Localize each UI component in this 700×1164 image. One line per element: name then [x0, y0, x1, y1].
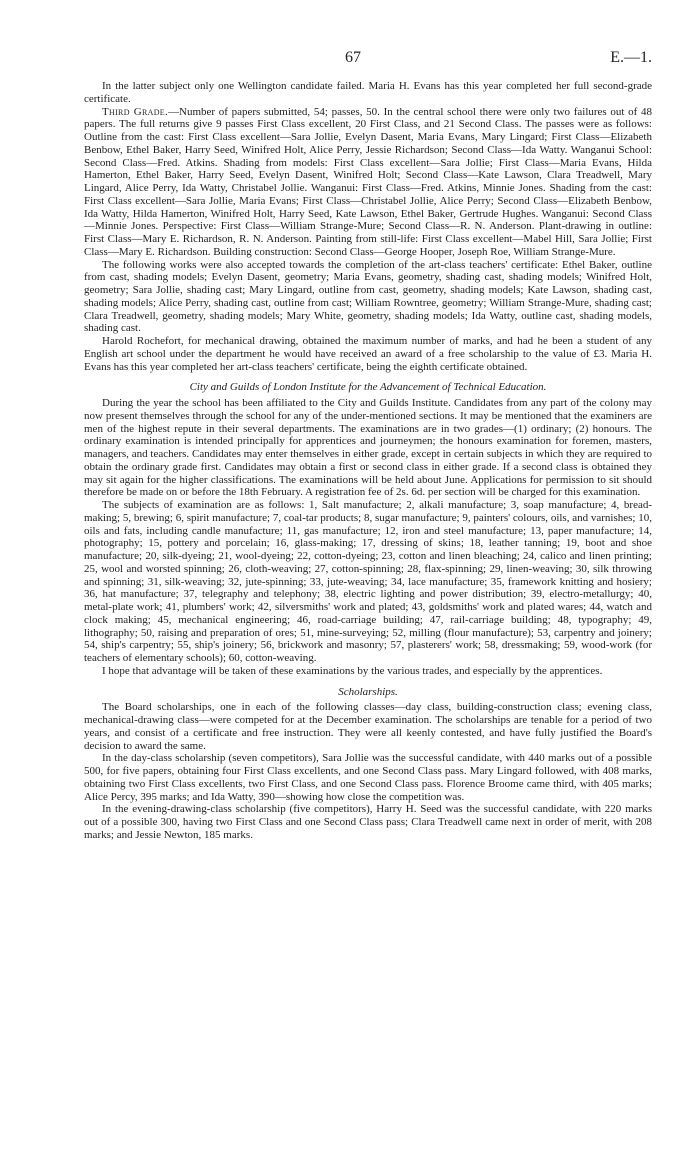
paragraph-city-guilds-affiliation: During the year the school has been affiliated to the City and Guilds Institute. Candidates from any part of the colony may now present themselves through the school for any of the under-mentioned sections. It may be mentioned that the examiners are men of the highest repute in their several departments. The examinations are in two grades—(1) ordinary; (2) honours. The ordinary examination is intended principally for apprentices and journeymen; the honours examination for foremen, masters, managers, and teachers. Candidates may enter themselves in either grade, except in certain subjects in which they are required to obtain the ordinary grade first. Candidates may obtain a first or second class in either grade. If a second class is obtained they may sit again for the higher classifications. The examinations will be held about June. Applications for permission to sit should therefore be made on or before the 18th February. A registration fee of 2s. 6d. per section will be charged for this examination.	[84, 397, 652, 499]
city-guilds-heading: City and Guilds of London Institute for the Advancement of Technical Education.	[189, 381, 547, 394]
paragraph-subjects-of-examination: The subjects of examination are as follows: 1, Salt manufacture; 2, alkali manufacture; 3, soap manufacture; 4, bread-making; 5, brewing; 6, spirit manufacture; 7, coal-tar products; 8, sugar manufacture; 9, painters' colours, oils, and varnishes; 10, oils and fats, including candle manufacture; 11, gas manufacture; 12, iron and steel manufacture; 13, paper manufacture; 14, photography; 15, pottery and porcelain; 16, glass-making; 17, dressing of skins; 18, leather tanning; 19, boot and shoe manufacture; 20, silk-dyeing; 21, wool-dyeing; 22, cotton-dyeing; 23, cotton and linen bleaching; 24, calico and linen printing; 25, wool and worsted spinning; 26, cloth-weaving; 27, cotton-spinning; 28, flax-spinning; 29, linen-weaving; 30, silk throwing and spinning; 31, silk-weaving; 32, jute-spinning; 33, jute-weaving; 34, lace manufacture; 35, framework knitting and hosiery; 36, hat manufacture; 37, telegraphy and telephony; 38, electric lighting and power distribution; 39, electro-metallurgy; 40, metal-plate work; 41, plumbers' work; 42, silversmiths' work and plated; 43, goldsmiths' work and plated wares; 44, watch and clock making; 45, mechanical engineering; 46, road-carriage building; 47, rail-carriage building; 48, typography; 49, lithography; 50, raising and preparation of ores; 51, mine-surveying; 52, milling (flour manufacture); 53, carpentry and joinery; 54, ship's carpentry; 55, ship's joinery; 56, brickwork and masonry; 57, plasterers' work; 58, dressmaking; 59, wood-work (for teachers of elementary schools); 60, cotton-weaving.	[84, 499, 652, 664]
page-header	[84, 49, 652, 80]
paragraph-board-scholarships: The Board scholarships, one in each of the following classes—day class, building-construction class; evening class, mechanical-drawing class—were competed for at the December examination. The scholarships are tenable for a period of two years, and consist of a certificate and free instruction. They were all keenly contested, and have fully justified the Board's decision to award the same.	[84, 701, 652, 752]
third-grade-text: —Number of papers submitted, 54; passes, 50. In the central school there were only two failures out of 48 papers. The full returns give 9 passes First Class excellent, 20 First Class, and 21 Second Class. The passes were as follows: Outline from the cast: First Class excellent—Sara Jollie, Evelyn Dasent, Maria Evans, Mary Lingard; First Class—Elizabeth Benbow, Ethel Baker, Harry Seed, Winifred Holt, Alice Perry, Jessie Richardson; Second Class—Ida Watty. Wanganui School: Second Class—Fred. Atkins. Shading from models: First Class excellent—Sara Jollie; First Class—Maria Evans, Hilda Hamerton, Ethel Baker, Harry Seed, Evelyn Dasent, Winifred Holt; Second Class—Kate Lawson, Clara Treadwell, Mary Lingard, Alice Perry, Ida Watty, Christabel Jollie. Wanganui: First Class—Fred. Atkins, Minnie Jones. Shading from the cast: First Class excellent—Sara Jollie, Maria Evans; First Class—Christabel Jollie, Alice Perry; Second Class—Elizabeth Benbow, Ida Watty, Hilda Hamerton, Winifred Holt, Harry Seed, Kate Lawson, Ethel Baker, Gertrude Hughes. Wanganui: Second Class—Minnie Jones. Perspective: First Class—William Strange-Mure; Second Class—R. N. Anderson. Plant-drawing in outline: First Class—Mary E. Richardson, R. N. Anderson. Painting from still-life: First Class excellent—Mabel Hill, Sara Jollie; First Class—Mary E. Richardson. Building construction: Second Class—George Hooper, Joseph Roe, William Strange-Mure.	[84, 105, 652, 258]
third-grade-label: Third Grade.	[102, 105, 169, 118]
paragraph-wellington-failure: In the latter subject only one Wellington candidate failed. Maria H. Evans has this year completed her full second-grade certificate.	[84, 80, 652, 105]
art-exam-results	[84, 80, 652, 373]
section-reference: E.—1.	[610, 49, 652, 66]
page-number: 67	[345, 49, 361, 66]
paragraph-teacher-certificate-works: The following works were also accepted towards the completion of the art-class teachers' certificate: Ethel Baker, outline from cast, shading models; Evelyn Dasent, geometry; Maria Evans, geometry, shading cast, shading models; Winifred Holt, geometry; Sara Jollie, shading cast; Mary Lingard, outline from cast, geometry, shading models; Kate Lawson, shading cast, shading models; Alice Perry, shading cast, outline from cast; William Rowntree, geometry; William Strange-Mure, shading cast; Clara Treadwell, geometry, shading models; Mary White, geometry, shading models; Ida Watty, outline cast, shading models, shading cast.	[84, 258, 652, 335]
paragraph-advantage-hope: I hope that advantage will be taken of these examinations by the various trades, and especially by the apprentices.	[102, 664, 603, 677]
city-guilds-section	[84, 397, 652, 678]
paragraph-harold-rochefort: Harold Rochefort, for mechanical drawing, obtained the maximum number of marks, and had he been a student of any English art school under the department he would have received an award of a free scholarship to the value of £3. Maria H. Evans has this year completed her art-class teachers' certificate, being the eighth certificate obtained.	[84, 335, 652, 373]
paragraph-day-class-scholarship: In the day-class scholarship (seven competitors), Sara Jollie was the successful candidate, with 440 marks out of a possible 500, for five papers, obtaining four First Class excellents, and one Second Class pass. Mary Lingard followed, with 408 marks, obtaining two First Class excellents, two First Class, and one Second Class pass. Florence Broome came third, with 405 marks; Alice Percy, 395 marks; and Ida Watty, 390—showing how close the competition was.	[84, 752, 652, 803]
paragraph-third-grade	[84, 106, 652, 259]
scholarships-section	[84, 701, 652, 841]
scholarships-heading: Scholarships.	[338, 685, 398, 698]
paragraph-evening-class-scholarship: In the evening-drawing-class scholarship (five competitors), Harry H. Seed was the successful candidate, with 220 marks out of a possible 300, having two First Class and one Second Class pass; Clara Treadwell came next in order of merit, with 208 marks; and Jessie Newton, 185 marks.	[84, 803, 652, 841]
